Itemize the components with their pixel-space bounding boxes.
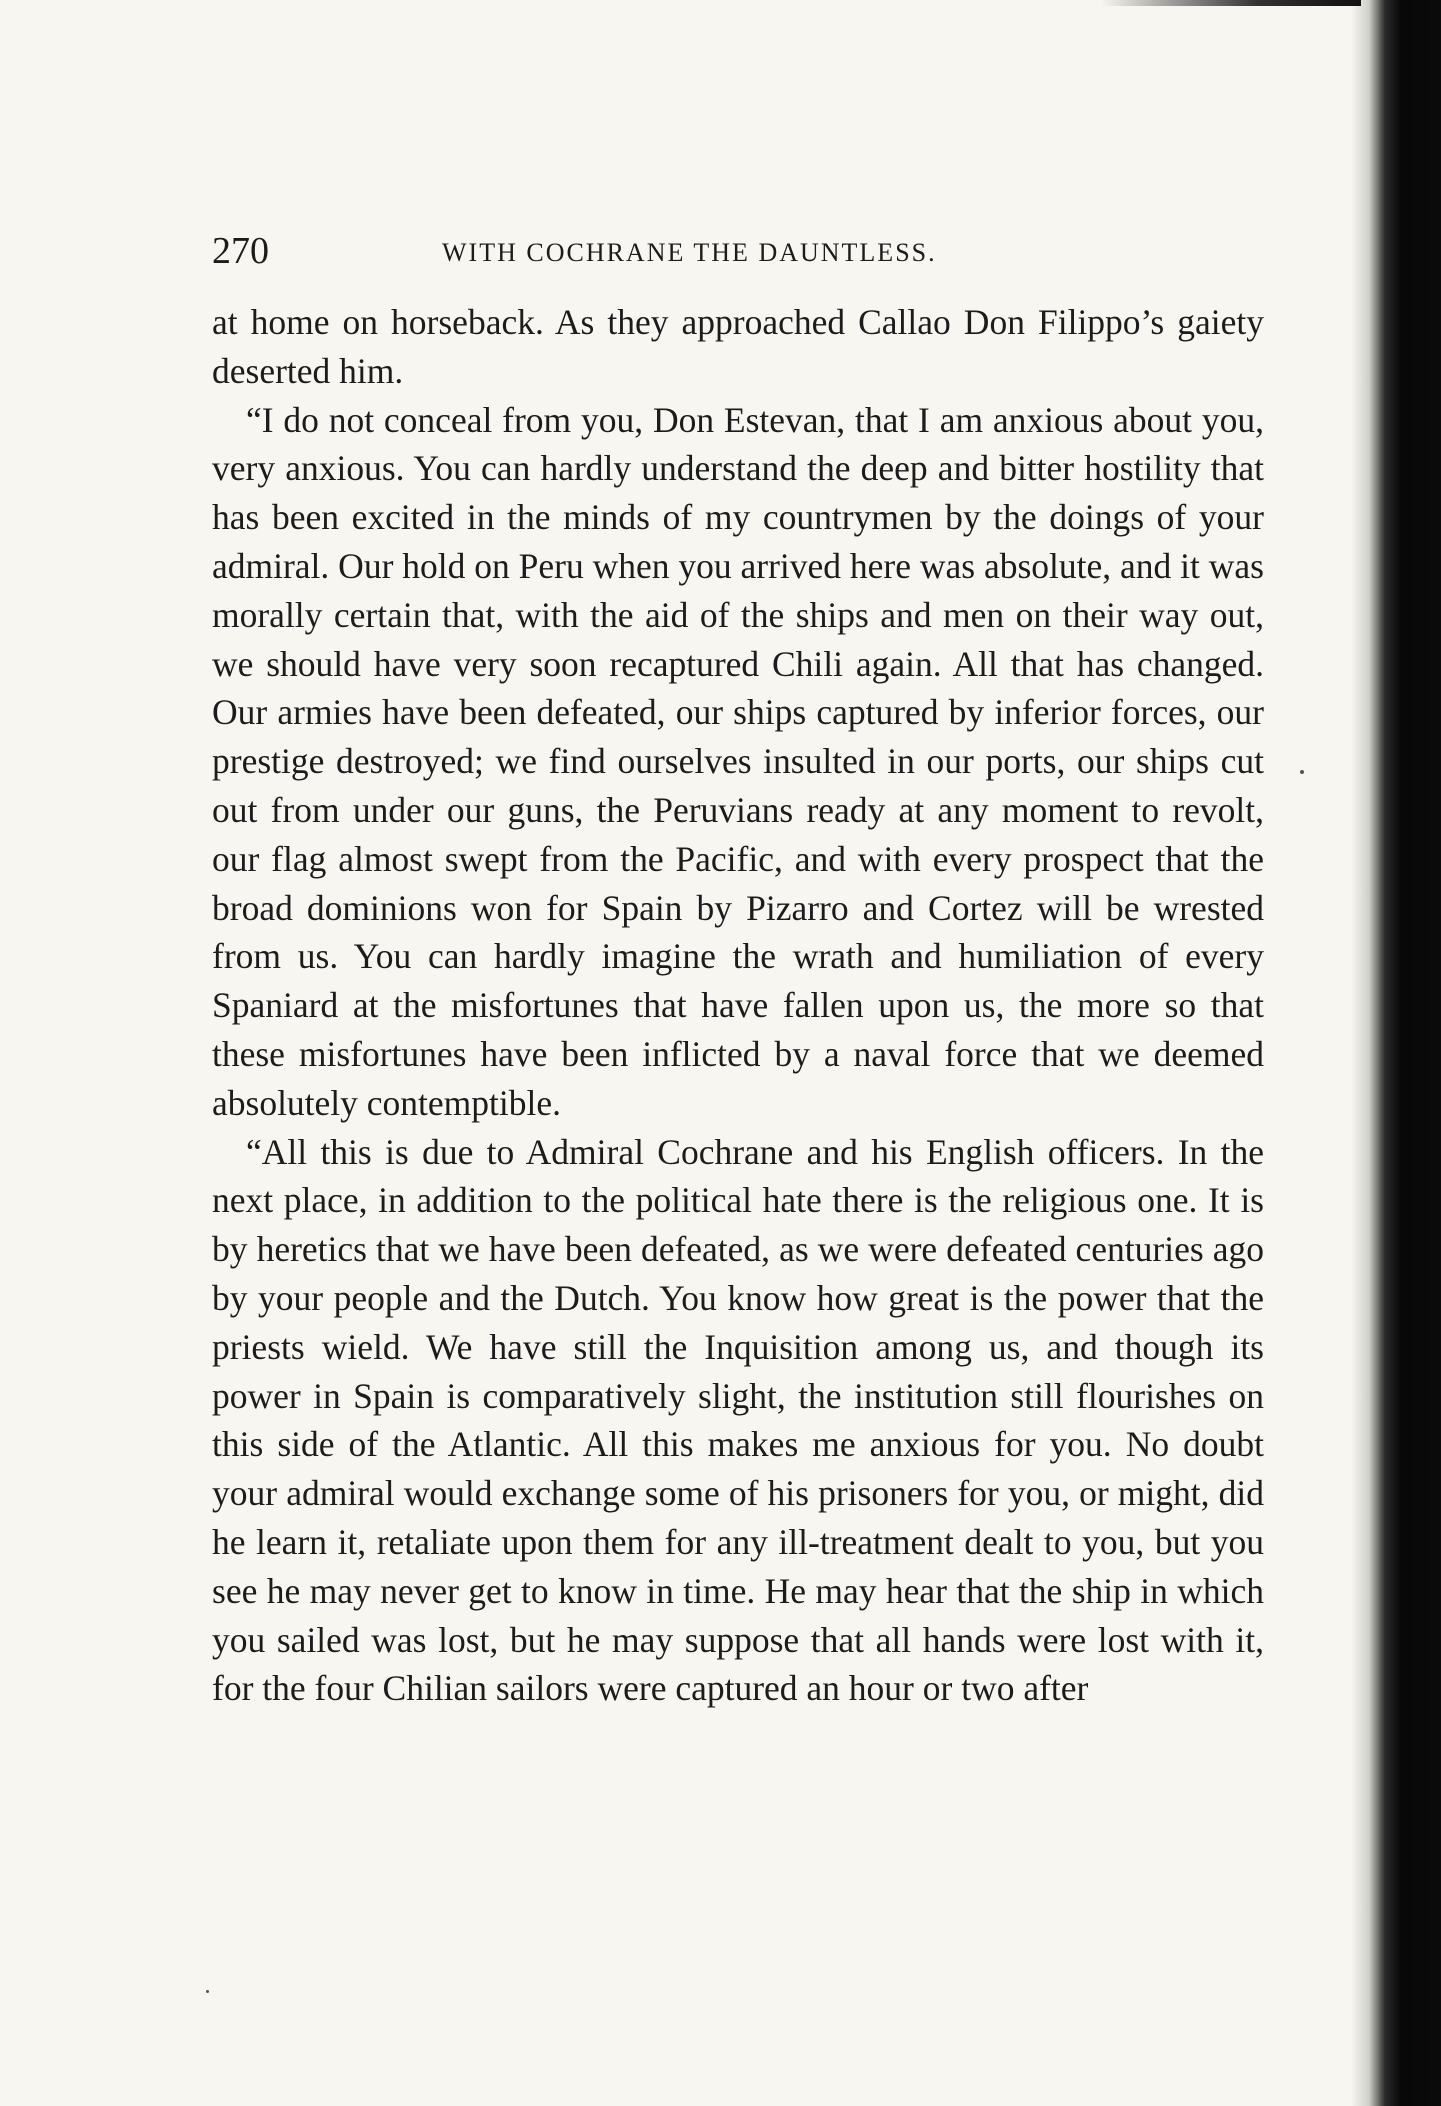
running-title: WITH COCHRANE THE DAUNTLESS. (442, 238, 937, 267)
paragraph: “I do not conceal from you, Don Estevan, that I am anxious about you, very anxious. You can hardly understand the deep and bitter hostility that has been excited in the minds of my countrymen by the doings of your admiral. Our hold on Peru when you arrived here was absolute, and it was morally certain that, with the aid of the ships and men on their way out, we should have very soon recaptured Chili again. All that has changed. Our armies have been defeated, our ships captured by inferior forces, our prestige destroyed; we find ourselves insulted in our ports, our ships cut out from under our guns, the Peruvians ready at any moment to revolt, our flag almost swept from the Pacific, and with every prospect that the broad dominions won for Spain by Pizarro and Cortez will be wrested from us. You can hardly imagine the wrath and humiliation of every Spaniard at the misfortunes that have fallen upon us, the more so that these misfortunes have been inflicted by a naval force that we deemed absolutely contemptible. (212, 399, 1264, 1123)
running-head (212, 226, 1260, 276)
print-speck (1300, 770, 1304, 774)
body-text (212, 298, 1264, 1713)
paragraph: “All this is due to Admiral Cochrane and his English officers. In the next place, in addition to the political hate there is the religious one. It is by heretics that we have been defeated, as we were defeated centuries ago by your people and the Dutch. You know how great is the power that the priests wield. We have still the Inquisition among us, and though its power in Spain is comparatively slight, the institution still flourishes on this side of the Atlantic. All this makes me anxious for you. No doubt your admiral would exchange some of his prisoners for you, or might, did he learn it, retaliate upon them for any ill-treatment dealt to you, but you see he may never get to know in time. He may hear that the ship in which you sailed was lost, but he may suppose that all hands were lost with it, for the four Chilian sailors were captured an hour or two after (212, 1131, 1264, 1709)
paragraph: at home on horseback. As they approached Callao Don Filippo’s gaiety deserted him. (212, 302, 1264, 391)
page-edge-shadow (1351, 0, 1441, 2106)
page-edge-rule (1101, 0, 1361, 6)
print-speck (206, 1990, 209, 1993)
page-number: 270 (212, 230, 269, 272)
